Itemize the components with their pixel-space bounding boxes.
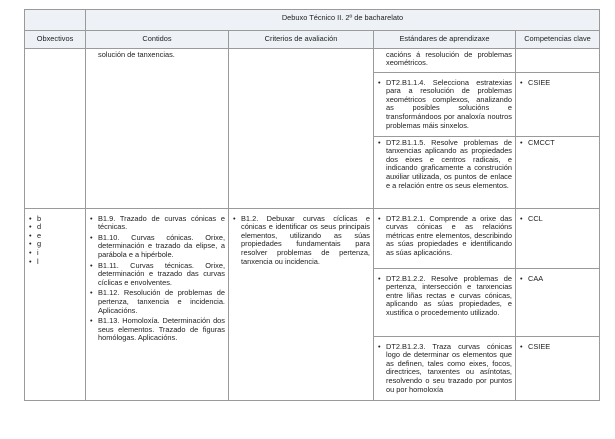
- objective-item: • e: [28, 232, 82, 241]
- standard-item: • DT2.B1.1.5. Resolve problemas de tanxencias aplicando as propiedades dos eixes e centros radicais, e indicando graficamente a construción auxiliar utilizada, os puntos de enlace e a relación entre os seus elementos.: [377, 139, 512, 191]
- standard-item: • DT2.B1.2.1. Comprende a orixe das curvas cónicas e as relacións métricas entre elementos, describindo as súas propiedades e identificando as súas aplicacións.: [377, 215, 512, 258]
- curriculum-table: [24, 9, 600, 401]
- standard-item: • DT2.B1.2.3. Traza curvas cónicas logo de determinar os elementos que as definen, tales como eixes, focos, directrices, tanxentes ou asíntotas, resolvendo o seu trazado por puntos ou por homoloxía: [377, 343, 512, 395]
- block1-objectives: [25, 48, 86, 208]
- objective-item: • g: [28, 240, 82, 249]
- competence-item: • CMCCT: [519, 139, 596, 148]
- title-empty-cell: [25, 10, 86, 31]
- block2-objectives: [25, 208, 86, 400]
- competence-empty-cell: [516, 48, 600, 72]
- content-item: • B1.12. Resolución de problemas de pertenza, tanxencia e incidencia. Aplicacións.: [89, 289, 225, 315]
- competence-item: • CSIEE: [519, 79, 596, 88]
- header-competences: Competencias clave: [516, 31, 600, 49]
- standard-cell: [374, 268, 516, 336]
- competence-item: • CSIEE: [519, 343, 596, 352]
- header-objectives: Obxectivos: [25, 31, 86, 49]
- standard-cell: [374, 136, 516, 208]
- table-title: Debuxo Técnico II. 2º de bacharelato: [86, 10, 600, 31]
- block2-criteria: [229, 208, 374, 400]
- content-item: • B1.11. Curvas técnicas. Orixe, determinación e trazado das curvas cíclicas e envolventes.: [89, 262, 225, 288]
- standard-cell: [374, 208, 516, 268]
- header-standards: Estándares de aprendizaxe: [374, 31, 516, 49]
- standard-item: • DT2.B1.1.4. Selecciona estratexias para a resolución de problemas xeométricos complexos, analizando as posibles solucións e transformándoos por analoxía noutros problemas máis sinxelos.: [377, 79, 512, 131]
- content-item: • B1.13. Homoloxía. Determinación dos seus elementos. Trazado de figuras homólogas. Aplicacións.: [89, 317, 225, 343]
- competence-item: • CAA: [519, 275, 596, 284]
- standard-continuation: cacións á resolución de problemas xeométricos.: [386, 49, 512, 68]
- objective-item: • b: [28, 215, 82, 224]
- content-continuation: solución de tanxencias.: [98, 49, 175, 59]
- block1-contents: [86, 48, 229, 208]
- content-item: • B1.9. Trazado de curvas cónicas e técnicas.: [89, 215, 225, 232]
- competence-cell: [516, 72, 600, 136]
- objective-item: • l: [28, 258, 82, 267]
- competence-cell: [516, 208, 600, 268]
- standard-cell: [374, 72, 516, 136]
- standard-continuation-cell: [374, 48, 516, 72]
- block2-contents: [86, 208, 229, 400]
- objective-item: • i: [28, 249, 82, 258]
- block1-criteria: [229, 48, 374, 208]
- header-criteria: Criterios de avaliación: [229, 31, 374, 49]
- criterion-item: • B1.2. Debuxar curvas cíclicas e cónicas e identificar os seus principais elementos, utilizando as súas propiedades fundamentais para resolver problemas de pertenza, tanxencia ou incidencia.: [232, 215, 370, 267]
- content-item: • B1.10. Curvas cónicas. Orixe, determinación e trazado da elipse, a parábola e a hipérbole.: [89, 234, 225, 260]
- competence-cell: [516, 336, 600, 400]
- objective-item: • d: [28, 223, 82, 232]
- competence-item: • CCL: [519, 215, 596, 224]
- header-contents: Contidos: [86, 31, 229, 49]
- competence-cell: [516, 136, 600, 208]
- standard-cell: [374, 336, 516, 400]
- competence-cell: [516, 268, 600, 336]
- standard-item: • DT2.B1.2.2. Resolve problemas de pertenza, intersección e tanxencias entre liñas rectas e curvas cónicas, aplicando as súas propiedades, e xustifica o procedemento utilizado.: [377, 275, 512, 318]
